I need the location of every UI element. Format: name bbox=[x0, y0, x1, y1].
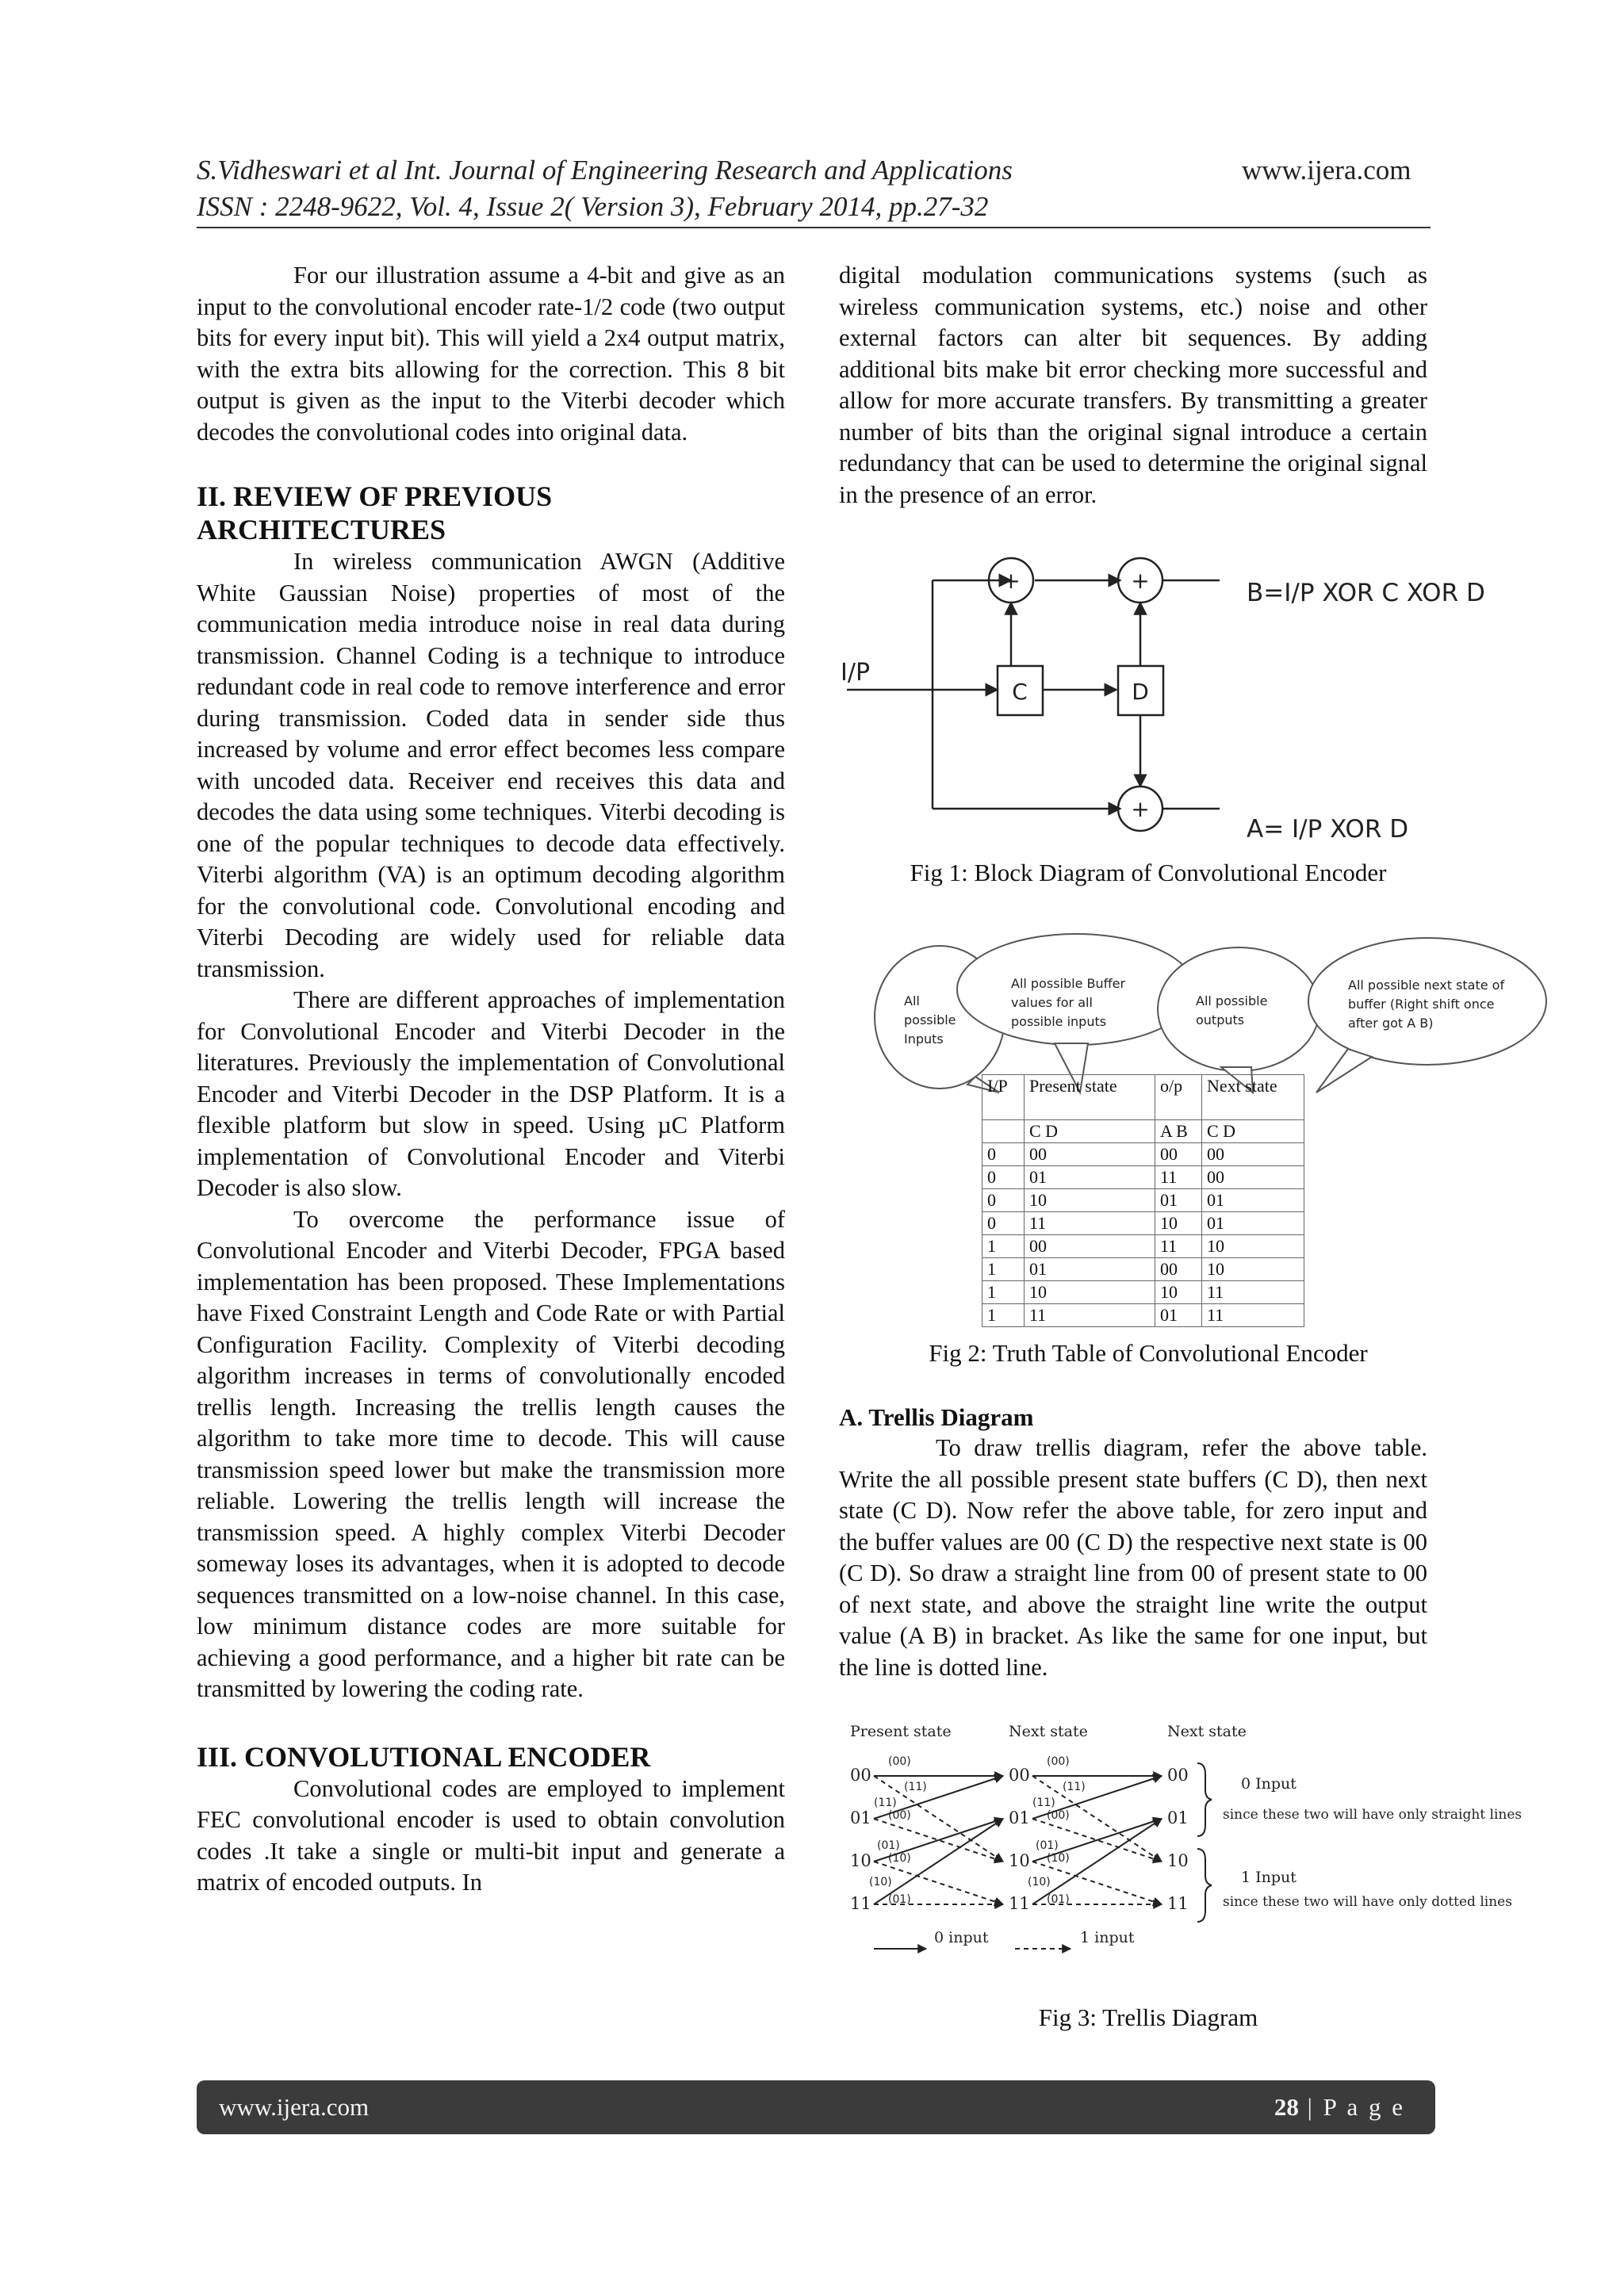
bubble-buffer-l2: values for all bbox=[1011, 995, 1093, 1010]
header-divider bbox=[197, 227, 1431, 228]
zero-input-label: 0 Input bbox=[1241, 1775, 1297, 1793]
adder-3-symbol: + bbox=[1131, 796, 1150, 822]
state-01: 01 bbox=[1009, 1808, 1030, 1827]
zero-input-note: since these two will have only straight lines bbox=[1223, 1807, 1522, 1823]
bubble-inputs-l1: All bbox=[904, 993, 920, 1008]
table-sub-present: C D bbox=[1025, 1120, 1155, 1143]
state-00: 00 bbox=[1009, 1766, 1030, 1785]
output-a-label: A= I/P XOR D bbox=[1247, 815, 1409, 844]
edge-label: (10) bbox=[1028, 1876, 1051, 1888]
table-row: 1 11 01 11 bbox=[982, 1304, 1304, 1327]
state-10: 10 bbox=[850, 1851, 871, 1870]
edge-label: (00) bbox=[888, 1755, 911, 1768]
register-d-label: D bbox=[1132, 679, 1149, 705]
fig2-caption: Fig 2: Truth Table of Convolutional Encoder bbox=[929, 1339, 1368, 1367]
section-2-paragraph: There are different approaches of implementation for Convolutional Encoder and Viterbi Decoder in the literatures. Previously the implementation of Convolutional Encoder and Viterbi Decoder in the DSP Platform. It is a flexible platform but slow in speed. Using µC Platform implementation of Convolutional Encoder and Viterbi Decoder is also slow. bbox=[197, 986, 785, 1201]
right-column-intro bbox=[839, 260, 1427, 511]
page-footer bbox=[197, 2080, 1435, 2134]
one-input-note: since these two will have only dotted lines bbox=[1223, 1894, 1512, 1910]
intro-paragraph: For our illustration assume a 4-bit and give as an input to the convolutional encoder rate-1/2 code (two output bits for every input bit). This will yield a 2x4 output matrix, with the extra bits allowing for the correction. This 8 bit output is given as the input to the Viterbi decoder which decodes the convolutional codes into original data. bbox=[197, 262, 785, 446]
edge-label: (01) bbox=[877, 1839, 900, 1852]
table-head-present: Present state bbox=[1025, 1075, 1155, 1120]
state-01: 01 bbox=[1167, 1808, 1189, 1827]
edge-label: (00) bbox=[1047, 1755, 1070, 1768]
section-2-title: II. REVIEW OF PREVIOUS bbox=[197, 480, 553, 512]
bubble-next-l2: buffer (Right shift once bbox=[1348, 997, 1495, 1012]
table-head-ip: I/P bbox=[982, 1075, 1025, 1120]
footer-website: www.ijera.com bbox=[219, 2093, 370, 2121]
trellis-col-present: Present state bbox=[850, 1723, 952, 1740]
edge-label: (11) bbox=[904, 1781, 927, 1793]
input-label: I/P bbox=[841, 659, 871, 687]
table-sub-ip bbox=[982, 1120, 1025, 1143]
edge-label: (01) bbox=[1047, 1893, 1070, 1906]
page-label: | P a g e bbox=[1298, 2093, 1405, 2121]
table-sub-op: A B bbox=[1155, 1120, 1202, 1143]
state-10: 10 bbox=[1009, 1851, 1030, 1870]
edge-label: (11) bbox=[1063, 1781, 1086, 1793]
bubble-inputs-l2: possible bbox=[904, 1012, 956, 1027]
bubble-inputs-l3: Inputs bbox=[904, 1031, 944, 1047]
fig3-caption: Fig 3: Trellis Diagram bbox=[1038, 2003, 1258, 2031]
adder-2-symbol: + bbox=[1131, 568, 1150, 594]
edge-label: (10) bbox=[888, 1852, 911, 1865]
trellis-diagram bbox=[841, 1719, 1522, 1957]
one-input-label: 1 Input bbox=[1241, 1869, 1297, 1886]
bubble-next-l3: after got A B) bbox=[1348, 1016, 1434, 1031]
page-number: 28 bbox=[1274, 2093, 1299, 2121]
table-row: 0 10 01 01 bbox=[982, 1189, 1304, 1212]
register-c-label: C bbox=[1012, 679, 1028, 705]
section-2-paragraph: In wireless communication AWGN (Additive White Gaussian Noise) properties of most of the communication media introduce noise in real data during transmission. Channel Coding is a technique to introduce redundant code in real code to remove interference and error during transmission. Coded data in sender side thus increased by volume and error effect becomes less compare with uncoded data. Receiver end receives this data and decodes the data using some techniques. Viterbi decoding is one of the popular techniques to decode data effectively. Viterbi algorithm (VA) is an optimum decoding algorithm for the convolutional code. Convolutional encoding and Viterbi Decoding are widely used for reliable data transmission. bbox=[197, 548, 785, 982]
trellis-section bbox=[839, 1402, 1427, 1683]
section-3-title: III. CONVOLUTIONAL ENCODER bbox=[197, 1740, 651, 1773]
section-3-paragraph: Convolutional codes are employed to implement FEC convolutional encoder is used to obtain convolution codes .It take a single or multi-bit input and generate a matrix of encoded outputs. In bbox=[197, 1774, 785, 1896]
truth-table-bubbles bbox=[872, 934, 1522, 1093]
bubble-outputs-l2: outputs bbox=[1196, 1012, 1245, 1027]
state-00: 00 bbox=[850, 1766, 871, 1785]
output-b-label: B=I/P XOR C XOR D bbox=[1247, 579, 1485, 607]
table-row: 0 00 00 00 bbox=[982, 1143, 1304, 1166]
legend-solid-label: 0 input bbox=[934, 1929, 989, 1946]
table-row: 0 11 10 01 bbox=[982, 1212, 1304, 1235]
right-paragraph: digital modulation communications systems (such as wireless communication systems, etc.) noise and other external factors can alter bit sequences. By adding additional bits make bit error checking more successful and allow for more accurate transfers. By transmitting a greater number of bits than the original signal introduce a certain redundancy that can be used to determine the original signal in the presence of an error. bbox=[839, 262, 1427, 508]
edge-label: (11) bbox=[874, 1797, 897, 1809]
table-head-next: Next state bbox=[1202, 1075, 1304, 1120]
trellis-heading: A. Trellis Diagram bbox=[839, 1403, 1034, 1431]
state-10: 10 bbox=[1167, 1851, 1189, 1870]
state-11: 11 bbox=[1009, 1894, 1030, 1913]
section-2-paragraph: To overcome the performance issue of Convolutional Encoder and Viterbi Decoder, FPGA based implementation has been proposed. These Implementations have Fixed Constraint Length and Code Rate or with Partial Configuration Facility. Complexity of Viterbi decoding algorithm increases in terms of convolutionally encoded trellis length. Increasing the trellis length causes the algorithm to take more time to decode. This will cause transmission speed lower but make the transmission more reliable. Lowering the trellis length will increase the transmission speed. A highly complex Viterbi Decoder someway loses its advantages, when it is adopted to decode sequences transmitted on a low-noise channel. In this case, low minimum distance codes are more suitable for achieving a good performance, and a higher bit rate can be transmitted by lowering the coding rate. bbox=[197, 1205, 785, 1702]
encoder-block-diagram bbox=[839, 539, 1485, 848]
bubble-next-l1: All possible next state of bbox=[1348, 978, 1505, 993]
table-head-op: o/p bbox=[1155, 1075, 1202, 1120]
adder-1-symbol: + bbox=[1002, 568, 1021, 594]
legend-dotted-label: 1 input bbox=[1080, 1929, 1135, 1946]
edge-label: (10) bbox=[869, 1876, 892, 1888]
header-issn: ISSN : 2248-9622, Vol. 4, Issue 2( Version 3), February 2014, pp.27-32 bbox=[197, 191, 989, 222]
trellis-paragraph: To draw trellis diagram, refer the above table. Write the all possible present state buffers (C D), then next state (C D). Now refer the above table, for zero input and the buffer values are 00 (C D) the respective next state is 00 (C D). So draw a straight line from 00 of present state to 00 of next state, and above the straight line write the output value (A B) in bracket. As like the same for one input, but the line is dotted line. bbox=[839, 1434, 1427, 1681]
state-11: 11 bbox=[850, 1894, 871, 1913]
left-column bbox=[197, 260, 785, 1899]
table-sub-next: C D bbox=[1202, 1120, 1304, 1143]
table-row: 0 01 11 00 bbox=[982, 1166, 1304, 1189]
bubble-buffer-l1: All possible Buffer bbox=[1011, 976, 1126, 991]
edge-label: (10) bbox=[1047, 1852, 1070, 1865]
state-01: 01 bbox=[850, 1808, 871, 1827]
edge-label: (11) bbox=[1032, 1797, 1055, 1809]
state-11: 11 bbox=[1167, 1894, 1189, 1913]
bubble-outputs-l1: All possible bbox=[1196, 993, 1268, 1008]
footer-page bbox=[1274, 2080, 1405, 2134]
table-row: 1 00 11 10 bbox=[982, 1235, 1304, 1258]
header-journal: S.Vidheswari et al Int. Journal of Engineering Research and Applications bbox=[197, 155, 1013, 186]
edge-label: (00) bbox=[1047, 1809, 1070, 1822]
truth-table bbox=[982, 1074, 1304, 1327]
fig1-caption: Fig 1: Block Diagram of Convolutional Encoder bbox=[910, 859, 1387, 886]
edge-label: (01) bbox=[1036, 1839, 1059, 1852]
state-00: 00 bbox=[1167, 1766, 1189, 1785]
table-row: 1 01 00 10 bbox=[982, 1258, 1304, 1281]
section-2-title-cont: ARCHITECTURES bbox=[197, 514, 446, 545]
edge-label: (01) bbox=[888, 1893, 911, 1906]
table-row: 1 10 10 11 bbox=[982, 1281, 1304, 1304]
header-website: www.ijera.com bbox=[1242, 155, 1411, 186]
bubble-buffer-l3: possible inputs bbox=[1011, 1014, 1107, 1029]
edge-label: (00) bbox=[888, 1809, 911, 1822]
trellis-col-next-1: Next state bbox=[1009, 1723, 1088, 1740]
trellis-col-next-2: Next state bbox=[1167, 1723, 1247, 1740]
